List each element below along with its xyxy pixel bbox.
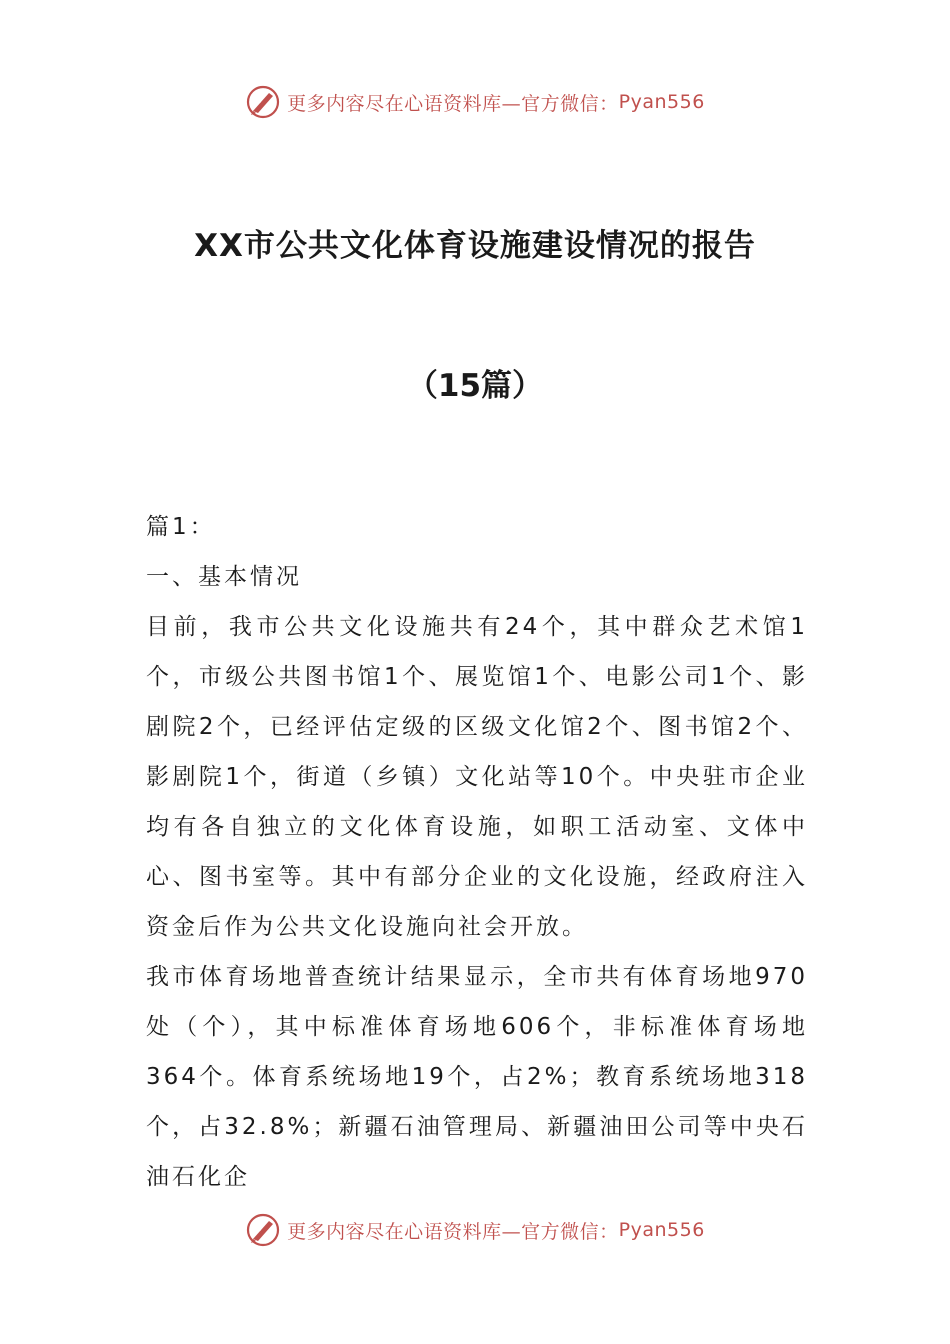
document-body [146, 502, 808, 1202]
body-paragraph: 目前，我市公共文化设施共有24个，其中群众艺术馆1个，市级公共图书馆1个、展览馆1个、电影公司1个、影剧院2个，已经评估定级的区级文化馆2个、图书馆2个、影剧院1个，街道（乡镇）文化站等10个。中央驻市企业均有各自独立的文化体育设施，如职工活动室、文体中心、图书室等。其中有部分企业的文化设施，经政府注入资金后作为公共文化设施向社会开放。 [146, 614, 808, 940]
header-watermark [0, 84, 950, 120]
document-subtitle: （15篇） [406, 368, 544, 404]
watermark-wechat-id: Pyan556 [618, 91, 705, 113]
body-paragraph: 我市体育场地普查统计结果显示，全市共有体育场地970处（个），其中标准体育场地606个，非标准体育场地364个。体育系统场地19个，占2%；教育系统场地318个，占32.8%；新疆石油管理局、新疆油田公司等中央石油石化企 [146, 964, 808, 1190]
document-title: XX市公共文化体育设施建设情况的报告 [194, 228, 756, 264]
watermark-wechat-id: Pyan556 [618, 1219, 705, 1241]
pen-logo-icon [245, 84, 281, 120]
section-label: 篇1： [146, 514, 216, 540]
footer-watermark [0, 1212, 950, 1248]
section-heading: 一、基本情况 [146, 564, 302, 590]
pen-logo-icon [245, 1212, 281, 1248]
watermark-text: 更多内容尽在心语资料库—官方微信： [287, 92, 619, 115]
watermark-text: 更多内容尽在心语资料库—官方微信： [287, 1220, 619, 1243]
